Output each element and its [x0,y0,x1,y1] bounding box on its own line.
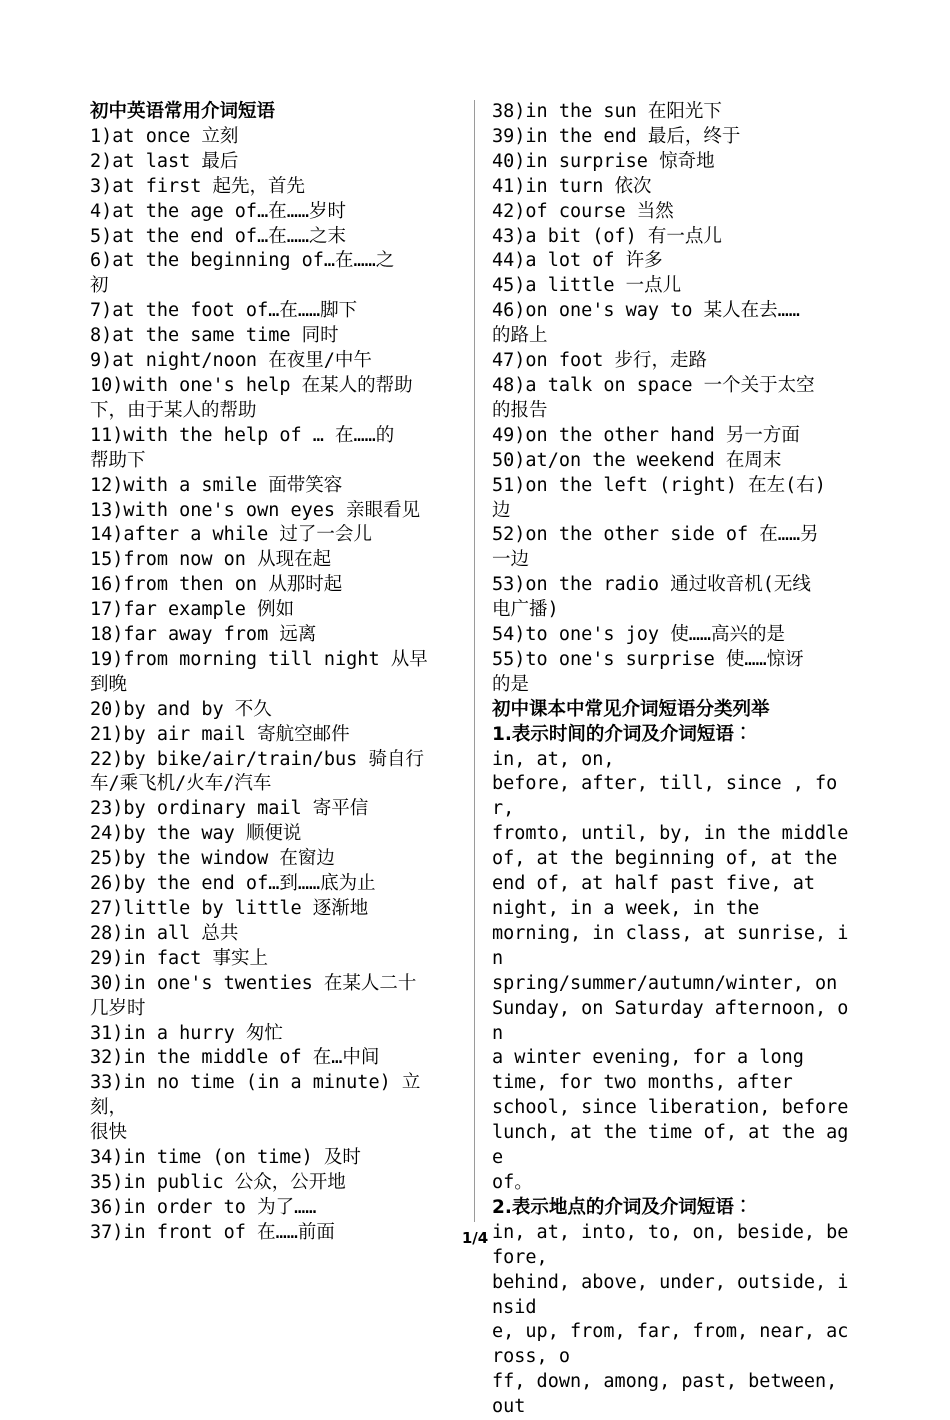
phrase-line: 15)from now on 从现在起 [90,549,332,571]
phrase-line: 很快 [90,1122,128,1144]
phrase-line: 41)in turn 依次 [492,175,652,197]
phrase-line: spring/summer/autumn/winter, on [492,972,838,994]
phrase-line: 35)in public 公众，公开地 [90,1171,346,1193]
phrase-line: ff, down, among, past, between, out [492,1371,849,1418]
phrase-line: end of, at half past five, at [492,873,816,895]
phrase-line: 32)in the middle of 在…中间 [90,1047,380,1069]
phrase-line: 40)in surprise 惊奇地 [492,150,715,172]
phrase-line: of, at the beginning of, at the [492,848,838,870]
phrase-line: 5)at the end of…在……之末 [90,225,346,247]
phrase-line: 11)with the help of … 在……的 [90,424,395,446]
phrase-line: 47)on foot 步行，走路 [492,350,708,372]
phrase-line: of。 [492,1171,533,1193]
phrase-line: 38)in the sun 在阳光下 [492,101,722,122]
phrase-line: 27)little by little 逐渐地 [90,898,369,919]
phrase-line: 30)in one's twenties 在某人二十 [90,972,417,994]
phrase-line: 9)at night/noon 在夜里/中午 [90,350,372,372]
section-heading: 初中英语常用介词短语 [90,101,276,122]
phrase-line: 8)at the same time 同时 [90,325,339,347]
phrase-line: time, for two months, after [492,1072,793,1094]
phrase-line: 29)in fact 事实上 [90,947,269,969]
phrase-line: 53)on the radio 通过收音机(无线 [492,574,811,596]
phrase-line: 帮助下 [90,449,146,471]
phrase-line: 24)by the way 顺便说 [90,823,302,845]
phrase-line: 22)by bike/air/train/bus 骑自行 [90,748,424,770]
section-heading: 1.表示时间的介词及介词短语︰ [492,723,753,745]
phrase-line: 48)a talk on space 一个关于太空 [492,374,815,396]
phrase-line: 20)by and by 不久 [90,698,272,720]
phrase-line: 49)on the other hand 另一方面 [492,424,800,446]
phrase-line: a winter evening, for a long [492,1047,804,1069]
phrase-line: 34)in time (on time) 及时 [90,1147,361,1169]
phrase-line: 到晚 [90,673,128,695]
phrase-line: 18)far away from 远离 [90,624,317,646]
phrase-line: 42)of course 当然 [492,200,674,222]
phrase-line: 43)a bit (of) 有一点儿 [492,225,722,247]
phrase-line: Sunday, on Saturday afternoon, on [492,997,849,1044]
page-number: 1/4 [461,1229,489,1247]
phrase-line: 39)in the end 最后，终于 [492,125,741,147]
phrase-line: 21)by air mail 寄航空邮件 [90,723,350,745]
phrase-line: 的报告 [492,399,548,421]
phrase-line: 边 [492,499,511,521]
phrase-line: 23)by ordinary mail 寄平信 [90,798,369,820]
phrase-line: 28)in all 总共 [90,922,239,944]
phrase-line: 几岁时 [90,997,146,1019]
column-divider [474,100,475,1222]
phrase-line: 6)at the beginning of…在……之 [90,250,395,272]
phrase-line: before, after, till, since , for, [492,773,838,820]
phrase-line: 电广播) [492,599,559,621]
phrase-line: 初 [90,275,109,297]
phrase-line: in, at, into, to, on, beside, before, [492,1221,849,1268]
phrase-line: 1)at once 立刻 [90,125,239,147]
phrase-line: school, since liberation, before [492,1097,849,1119]
phrase-line: 16)from then on 从那时起 [90,574,343,596]
phrase-line: 36)in order to 为了…… [90,1196,317,1218]
phrase-line: 19)from morning till night 从早 [90,648,428,670]
right-column [492,100,857,1420]
phrase-line: morning, in class, at sunrise, in [492,922,849,969]
phrase-line: night, in a week, in the [492,898,760,919]
phrase-line: 13)with one's own eyes 亲眼看见 [90,499,421,521]
phrase-line: behind, above, under, outside, insid [492,1271,849,1318]
phrase-line: 31)in a hurry 匆忙 [90,1022,283,1044]
phrase-line: 50)at/on the weekend 在周末 [492,449,782,471]
phrase-line: e, up, from, far, from, near, across, o [492,1321,849,1368]
phrase-line: 55)to one's surprise 使……惊讶 [492,648,804,670]
phrase-line: lunch, at the time of, at the age [492,1122,849,1169]
phrase-line: 一边 [492,549,530,571]
section-heading: 2.表示地点的介词及介词短语︰ [492,1196,753,1218]
phrase-line: 的路上 [492,325,548,347]
section-heading: 初中课本中常见介词短语分类列举 [492,698,770,720]
phrase-line: 25)by the window 在窗边 [90,848,335,870]
left-column [90,100,450,1246]
phrase-line: 51)on the left (right) 在左(右) [492,474,826,496]
phrase-line: 车/乘飞机/火车/汽车 [90,773,272,795]
phrase-line: 2)at last 最后 [90,150,239,172]
phrase-line: fromto, until, by, in the middle [492,823,849,845]
phrase-line: 54)to one's joy 使……高兴的是 [492,624,785,646]
phrase-line: 的是 [492,673,530,695]
phrase-line: 44)a lot of 许多 [492,250,663,272]
phrase-line: 52)on the other side of 在……另 [492,524,819,546]
phrase-line: 12)with a smile 面带笑容 [90,474,343,496]
phrase-line: 4)at the age of…在……岁时 [90,200,346,222]
phrase-line: in, at, on, [492,748,615,770]
phrase-line: 37)in front of 在……前面 [90,1221,335,1243]
phrase-line: 26)by the end of…到……底为止 [90,873,376,895]
phrase-line: 3)at first 起先，首先 [90,175,306,197]
phrase-line: 10)with one's help 在某人的帮助 [90,374,413,396]
phrase-line: 46)on one's way to 某人在去…… [492,300,800,322]
phrase-line: 14)after a while 过了一会儿 [90,524,372,546]
phrase-line: 45)a little 一点儿 [492,275,682,297]
phrase-line: 下，由于某人的帮助 [90,399,257,421]
phrase-line: 17)far example 例如 [90,599,295,621]
phrase-line: 7)at the foot of…在……脚下 [90,300,358,322]
phrase-line: 33)in no time (in a minute) 立刻， [90,1072,421,1119]
